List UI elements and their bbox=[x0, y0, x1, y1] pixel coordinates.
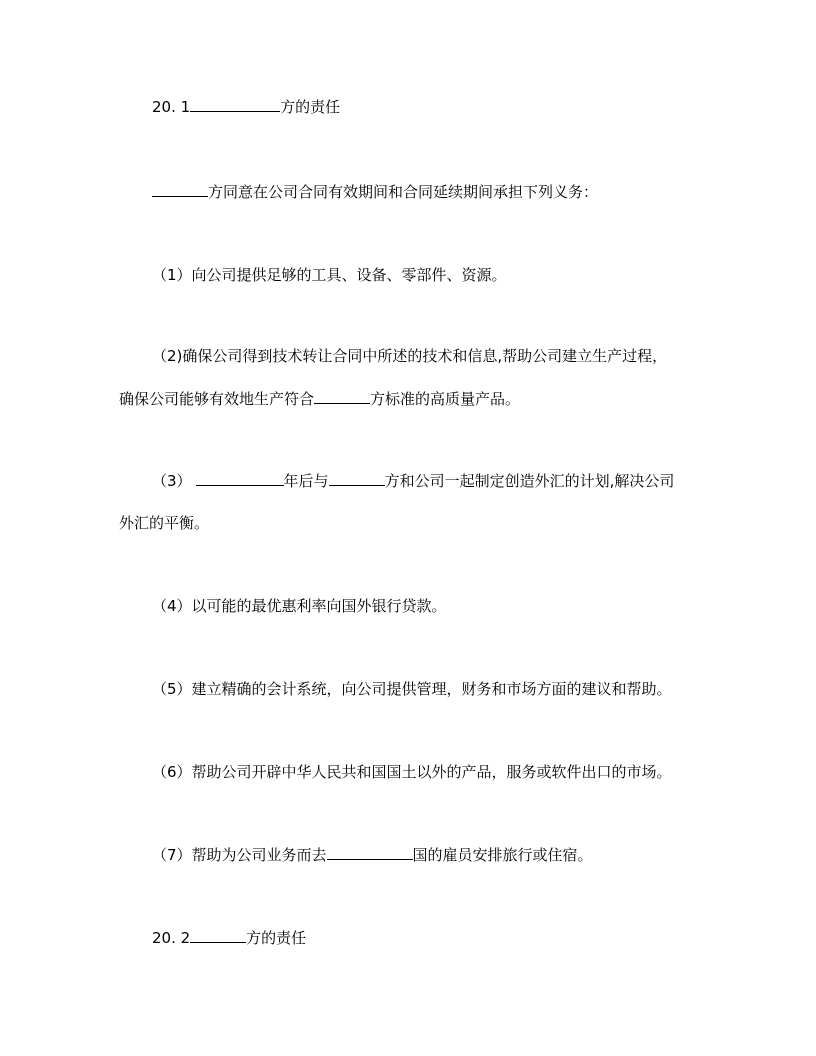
blank-field bbox=[329, 471, 385, 486]
item-3-suffix: 方和公司一起制定创造外汇的计划,解决公司 bbox=[384, 472, 675, 490]
section-title: 方的责任 bbox=[280, 98, 341, 116]
list-item bbox=[152, 346, 667, 366]
list-item bbox=[152, 471, 674, 491]
item-7-suffix: 国的雇员安排旅行或住宿。 bbox=[412, 846, 593, 864]
intro-paragraph bbox=[152, 182, 598, 202]
intro-text: 方同意在公司合同有效期间和合同延续期间承担下列义务： bbox=[208, 183, 599, 201]
item-3-prefix: （3） bbox=[152, 472, 192, 490]
list-item-continuation bbox=[119, 513, 209, 533]
blank-field bbox=[190, 97, 280, 112]
item-4-text: （4）以可能的最优惠利率向国外银行贷款。 bbox=[152, 597, 447, 615]
blank-field bbox=[152, 182, 208, 197]
section-heading-20-1 bbox=[152, 97, 340, 117]
item-5-text: （5）建立精确的会计系统，向公司提供管理，财务和市场方面的建议和帮助。 bbox=[152, 680, 672, 698]
section-heading-20-2 bbox=[152, 928, 306, 948]
list-item-continuation bbox=[119, 389, 520, 409]
list-item bbox=[152, 679, 672, 699]
item-2-line-2a: 确保公司能够有效地生产符合 bbox=[119, 390, 315, 408]
item-2-line-2b: 方标准的高质量产品。 bbox=[370, 390, 521, 408]
section-number: 20. 2 bbox=[152, 929, 191, 947]
item-3-mid: 年后与 bbox=[283, 472, 329, 490]
item-2-line-1: （2)确保公司得到技术转让合同中所述的技术和信息,帮助公司建立生产过程， bbox=[152, 347, 668, 365]
blank-field bbox=[314, 389, 370, 404]
blank-field bbox=[190, 928, 246, 943]
blank-field bbox=[327, 845, 413, 860]
item-1-text: （1）向公司提供足够的工具、设备、零部件、资源。 bbox=[152, 266, 507, 284]
item-7-prefix: （7）帮助为公司业务而去 bbox=[152, 846, 327, 864]
item-6-text: （6）帮助公司开辟中华人民共和国国土以外的产品，服务或软件出口的市场。 bbox=[152, 763, 672, 781]
list-item bbox=[152, 596, 447, 616]
list-item bbox=[152, 845, 593, 865]
section-title: 方的责任 bbox=[246, 929, 307, 947]
section-number: 20. 1 bbox=[152, 98, 191, 116]
blank-field bbox=[196, 471, 284, 486]
list-item bbox=[152, 265, 507, 285]
item-3-line-2: 外汇的平衡。 bbox=[119, 514, 210, 532]
list-item bbox=[152, 762, 672, 782]
